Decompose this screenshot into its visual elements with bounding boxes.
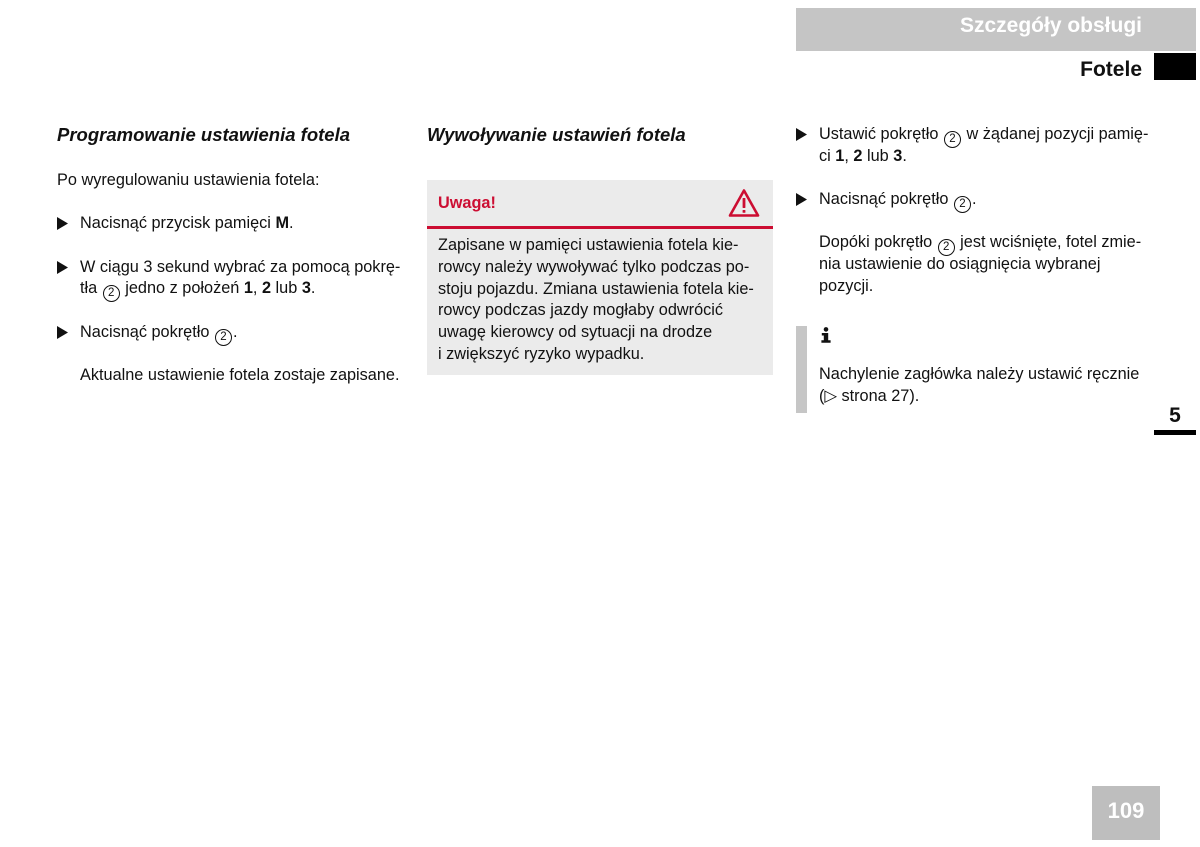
bullet-triangle-icon [57, 261, 68, 274]
recall-section [796, 124, 1176, 319]
step-text: . [232, 322, 238, 341]
section-title: Szczegóły obsługi [959, 14, 1142, 37]
recall-step-1 [796, 124, 1176, 167]
programming-intro [57, 170, 422, 192]
info-note-text [819, 364, 1139, 407]
bullet-triangle-icon [57, 217, 68, 230]
step-text: lub [862, 146, 894, 165]
subsection-marker-block [1154, 53, 1196, 80]
chapter-thumb-tab: 5 [1154, 402, 1196, 435]
bullet-triangle-icon [796, 193, 807, 206]
step-text: w żądanej pozycji pamię- [961, 125, 1149, 143]
programming-step-1 [57, 213, 422, 235]
knob-callout: 2 [103, 285, 120, 302]
step-text: . [289, 214, 294, 233]
warning-line: uwagę kierowcy od sytuacji na drodze [438, 323, 713, 342]
recall-note [796, 232, 1176, 297]
step-text: Nacisnąć przycisk pamięci [80, 214, 276, 233]
position-number: 1 [243, 279, 253, 298]
programming-section [57, 170, 422, 409]
programming-step-2 [57, 257, 422, 300]
step-line [80, 322, 422, 344]
warning-line: rowcy należy wywoływać tylko podczas po- [438, 257, 750, 276]
info-line: Nachylenie zagłówka należy ustawić ręcznie [819, 365, 1140, 383]
position-number: 2 [261, 279, 272, 298]
programming-step-3 [57, 322, 422, 344]
step-line [80, 213, 422, 235]
info-line: (▷ strona 27). [819, 386, 920, 405]
position-number: 3 [301, 279, 311, 298]
memory-button-label: M [275, 214, 289, 233]
step-text: , [844, 146, 854, 165]
step-text: ci [819, 146, 836, 165]
bullet-triangle-icon [57, 326, 68, 339]
step-text: jedno z położeń [120, 279, 244, 298]
knob-callout: 2 [938, 239, 955, 256]
step-text: . [971, 190, 977, 209]
warning-line: stoju pojazdu. Zmiana ustawienia fotela kie- [438, 279, 754, 298]
note-line: nia ustawienie do osiągnięcia wybranej [819, 255, 1101, 274]
note-text: jest wciśnięte, fotel zmie- [955, 233, 1142, 252]
info-note-bar [796, 326, 807, 413]
knob-callout: 2 [944, 131, 961, 148]
step-text: lub [271, 279, 302, 298]
warning-body [427, 229, 773, 366]
step-text: Nacisnąć pokrętło [80, 322, 214, 341]
section-header-bar [796, 8, 1196, 51]
note-text: Dopóki pokrętło [819, 233, 937, 252]
step-line [819, 124, 1176, 146]
step-line: W ciągu 3 sekund wybrać za pomocą pokrę- [80, 257, 401, 276]
result-text: Aktualne ustawienie fotela zostaje zapisane. [80, 366, 400, 385]
step-text: Ustawić pokrętło [819, 125, 943, 143]
step-text: . [902, 146, 907, 165]
warning-box [427, 180, 773, 375]
position-number: 1 [835, 146, 845, 165]
knob-callout: 2 [215, 329, 232, 346]
warning-triangle-icon [728, 188, 760, 218]
bullet-triangle-icon [796, 128, 807, 141]
step-line [80, 278, 422, 300]
warning-title: Uwaga! [438, 194, 496, 212]
page-number: 109 [1092, 786, 1160, 840]
intro-text: Po wyregulowaniu ustawienia fotela: [57, 171, 320, 189]
step-text: . [310, 279, 316, 298]
programming-heading: Programowanie ustawienia fotela [57, 124, 350, 145]
step-text: tła [80, 279, 102, 298]
warning-line: Zapisane w pamięci ustawienia fotela kie- [438, 236, 739, 254]
step-text: , [252, 279, 262, 298]
warning-line: rowcy podczas jazdy mogłaby odwrócić [438, 301, 724, 320]
step-line [819, 189, 1176, 211]
position-number: 2 [853, 146, 863, 165]
subsection-title: Fotele [1080, 58, 1142, 81]
warning-line: i zwiększyć ryzyko wypadku. [438, 344, 645, 363]
warning-header [427, 180, 773, 229]
recall-heading: Wywoływanie ustawień fotela [427, 124, 686, 145]
step-line [819, 146, 1176, 168]
note-line: pozycji. [819, 276, 874, 295]
position-number: 3 [893, 146, 903, 165]
recall-step-2 [796, 189, 1176, 211]
step-text: Nacisnąć pokrętło [819, 190, 953, 209]
programming-result [57, 365, 422, 387]
note-line [819, 232, 1176, 254]
info-icon [819, 327, 833, 343]
knob-callout: 2 [954, 196, 971, 213]
